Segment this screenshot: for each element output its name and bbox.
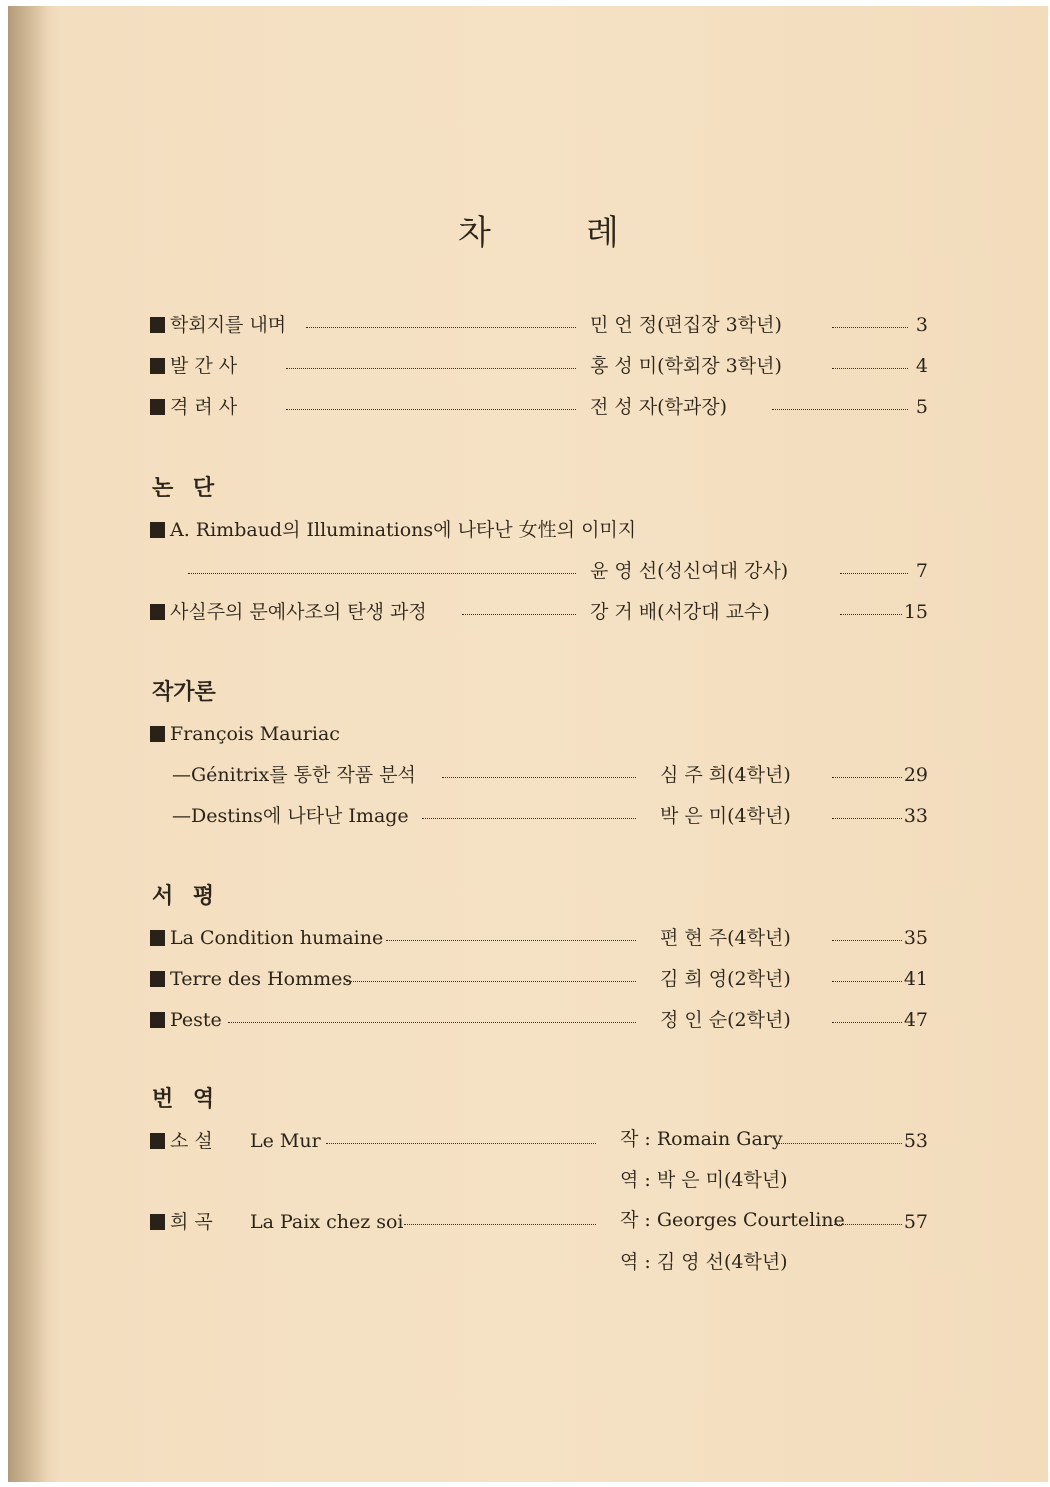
toc-entry-label: Terre des Hommes [170,968,353,990]
toc-page-number: 47 [903,1009,928,1031]
toc-entry-author: 전 성 자(학과장) [590,396,728,418]
toc-entry-label: La Condition humaine [170,927,384,949]
toc-entry-label: 발 간 사 [170,355,238,377]
toc-entry-author: 정 인 순(2학년) [660,1009,791,1031]
toc-page-number: 41 [903,968,928,990]
toc-entry-author: 편 현 주(4학년) [660,927,791,949]
toc-entry-author: 심 주 희(4학년) [660,764,791,786]
dot-leader [228,1022,636,1023]
bullet-square [150,971,165,987]
toc-entry-label: 격 려 사 [170,396,238,418]
section-heading: 논 단 [152,476,221,501]
toc-page-number: 29 [903,764,928,786]
dot-leader [442,777,636,778]
toc-page-number: 3 [915,314,928,336]
toc-entry-writer: 작 : Romain Gary [620,1128,783,1150]
toc-entry-translator: 역 : 김 영 선(4학년) [620,1251,788,1273]
toc-entry-writer: 작 : Georges Courteline [620,1209,845,1231]
toc-entry-label: 사실주의 문예사조의 탄생 과정 [170,601,427,623]
toc-page-number: 5 [915,396,928,418]
bullet-square [150,1214,165,1230]
bullet-square [150,1012,165,1028]
dot-leader [462,614,576,615]
toc-title-left: 차 [458,213,491,253]
toc-entry-author: 민 언 정(편집장 3학년) [590,314,782,336]
toc-entry-label: Le Mur [250,1130,321,1152]
toc-entry-genre: 희 곡 [170,1211,213,1233]
toc-entry-author: 윤 영 선(성신여대 강사) [590,560,789,582]
toc-page-number: 57 [903,1211,928,1233]
dot-leader [306,327,576,328]
gutter-shadow [10,6,48,1482]
bullet-square [150,522,165,538]
bullet-square [150,930,165,946]
dot-leader [772,409,908,410]
toc-entry-author: 김 희 영(2학년) [660,968,791,990]
toc-entry-label: —Destins에 나타난 Image [172,805,409,827]
toc-page-number: 35 [903,927,928,949]
toc-entry-author: 강 거 배(서강대 교수) [590,601,770,623]
bullet-square [150,399,165,415]
toc-entry-parent: François Mauriac [170,723,340,745]
dot-leader [188,573,576,574]
toc-entry-label: 학회지를 내며 [170,314,287,336]
toc-entry-author: 홍 성 미(학회장 3학년) [590,355,782,377]
bullet-square [150,358,165,374]
toc-title-right: 례 [586,213,619,253]
dot-leader [326,1143,596,1144]
section-heading: 서 평 [152,884,221,909]
dot-leader [286,409,576,410]
toc-entry-genre: 소 설 [170,1130,213,1152]
toc-page-number: 33 [903,805,928,827]
toc-entry-translator: 역 : 박 은 미(4학년) [620,1169,788,1191]
dot-leader [422,818,636,819]
bullet-square [150,604,165,620]
toc-page-number: 53 [903,1130,928,1152]
dot-leader [404,1224,596,1225]
toc-page-number: 4 [915,355,928,377]
toc-entry-label: —Génitrix를 통한 작품 분석 [172,764,416,786]
dot-leader [346,981,636,982]
book-page [8,6,1048,1482]
bullet-square [150,1133,165,1149]
section-heading: 번 역 [152,1087,221,1112]
section-heading: 작가론 [152,680,216,705]
dot-leader [286,368,576,369]
dot-leader [386,940,636,941]
dot-leader [778,1143,902,1144]
toc-entry-label: A. Rimbaud의 Illuminations에 나타난 女性의 이미지 [170,519,637,541]
bullet-square [150,726,165,742]
bullet-square [150,317,165,333]
toc-entry-author: 박 은 미(4학년) [660,805,791,827]
toc-entry-label: La Paix chez soi [250,1211,404,1233]
toc-page-number: 15 [903,601,928,623]
toc-entry-label: Peste [170,1009,222,1031]
toc-page-number: 7 [915,560,928,582]
